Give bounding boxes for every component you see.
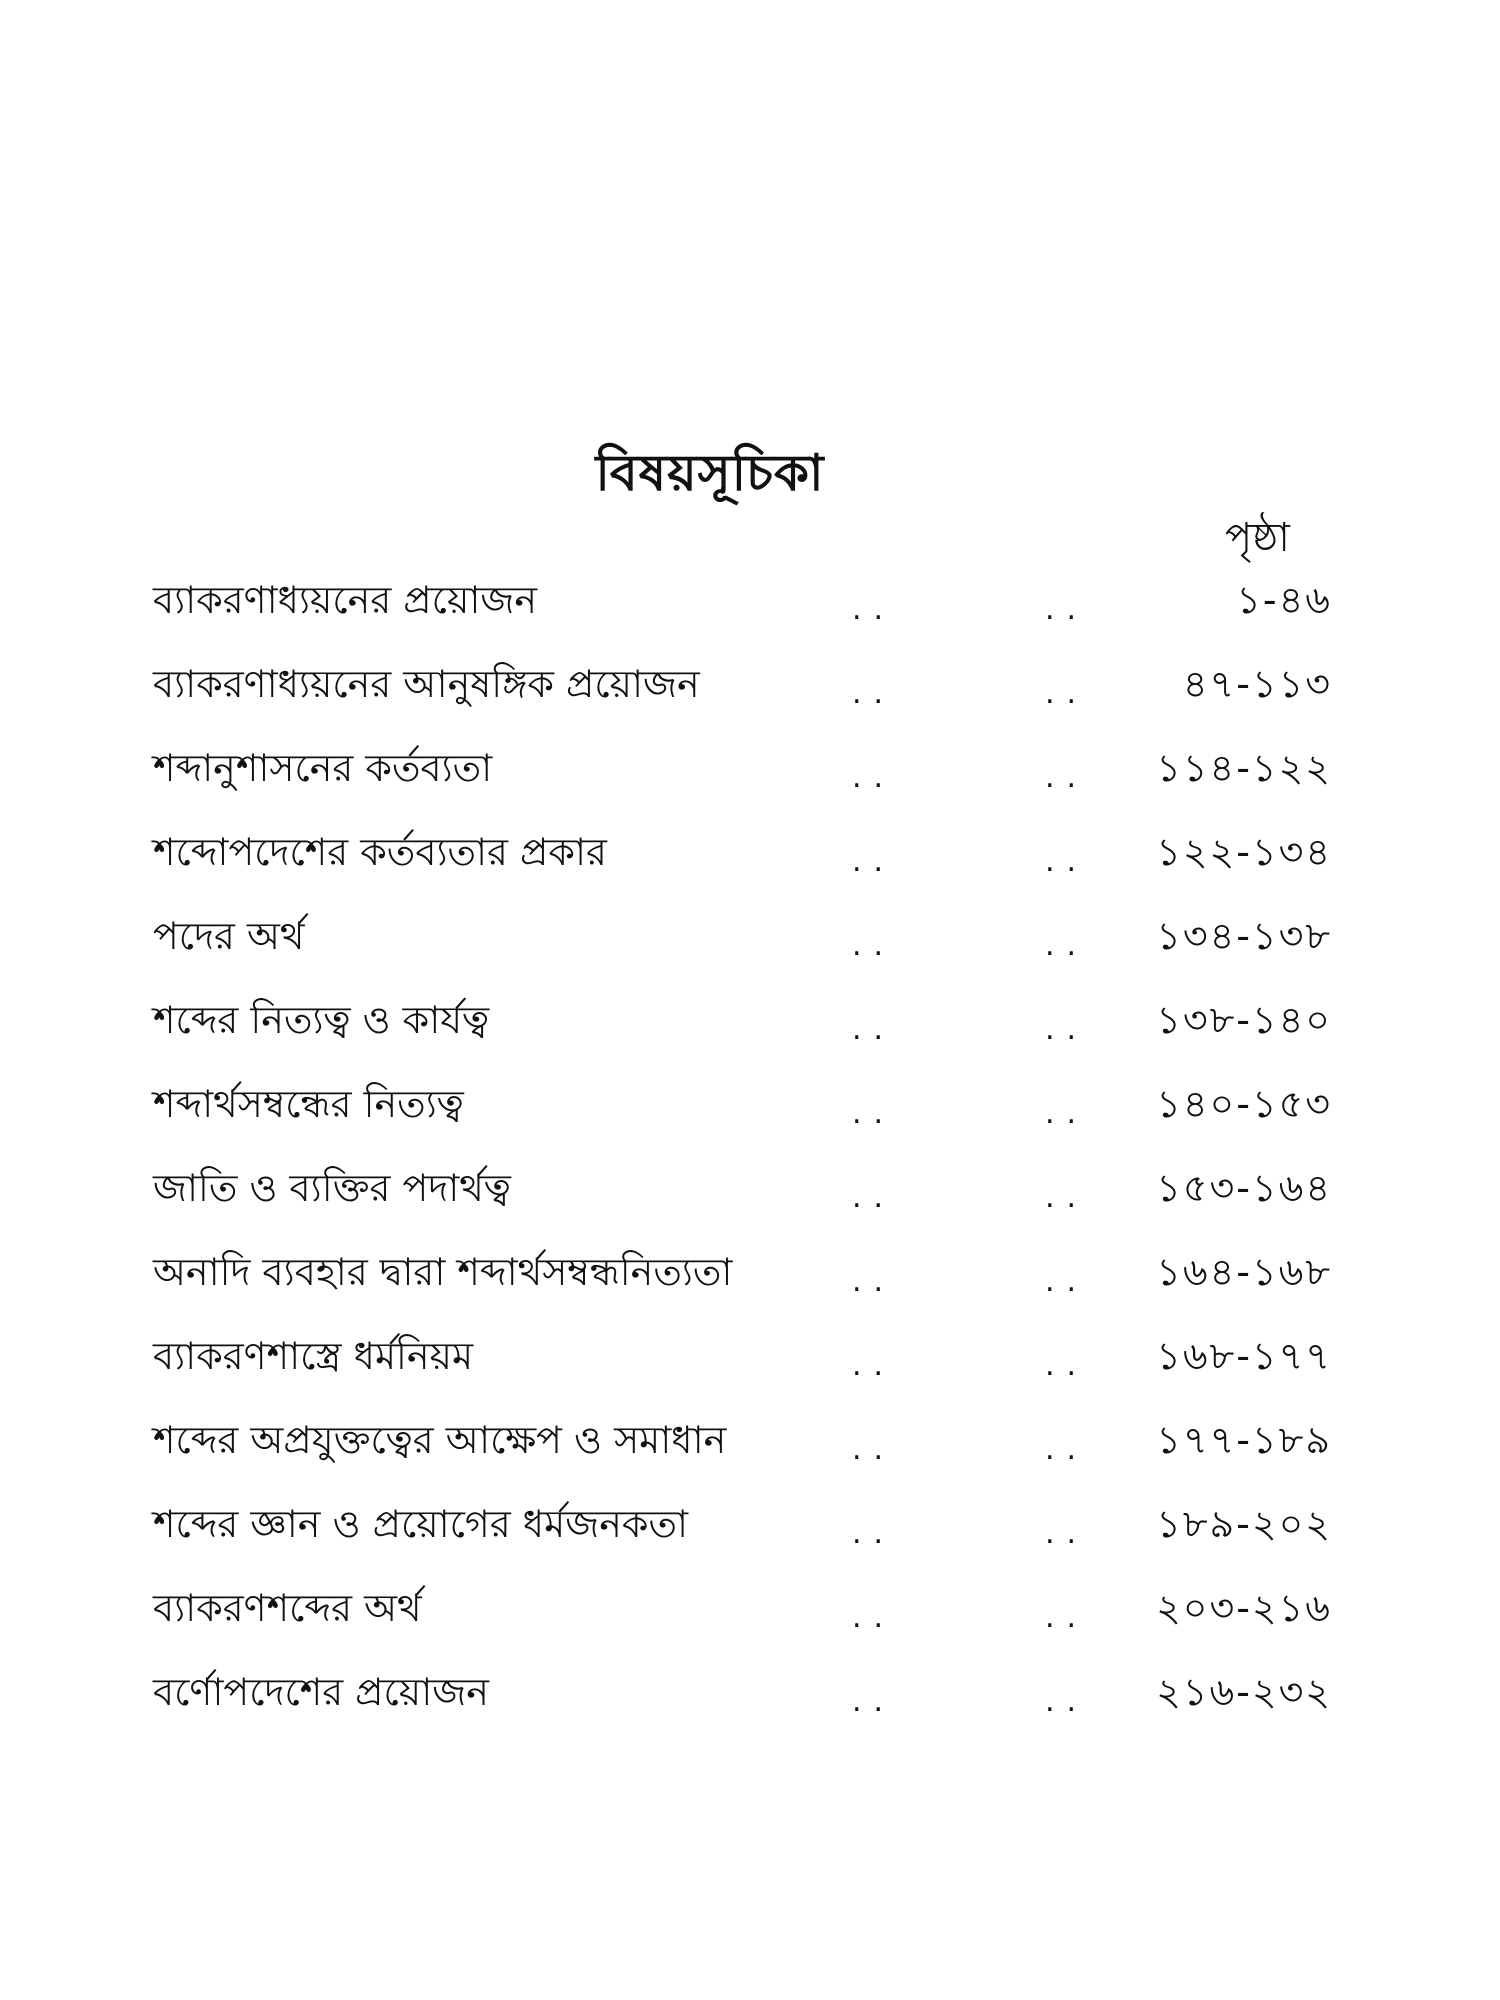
toc-entry-pages: ১-৪৬ [1236, 578, 1332, 622]
toc-entry-pages: ১২২-১৩৪ [1156, 830, 1332, 874]
dot-leader: .. [852, 1516, 896, 1551]
dot-leader: .. [1045, 1264, 1089, 1299]
dot-leader: .. [1045, 1012, 1089, 1047]
toc-row [0, 1160, 1500, 1244]
dot-leader: .. [852, 592, 896, 627]
dot-leader: .. [852, 1264, 896, 1299]
page-title-text: বিষয়সূচিকা [595, 444, 825, 502]
toc-row [0, 740, 1500, 824]
toc-entry-pages: ১৩৪-১৩৮ [1156, 914, 1332, 958]
dot-leader: .. [852, 844, 896, 879]
toc-row [0, 1580, 1500, 1664]
dot-leader: .. [1045, 1516, 1089, 1551]
toc-entry-pages: ১৬৪-১৬৮ [1156, 1250, 1332, 1294]
table-of-contents [0, 572, 1500, 1748]
toc-entry-title: শব্দার্থসম্বন্ধের নিত্যত্ব [153, 1082, 464, 1126]
dot-leader: .. [852, 1012, 896, 1047]
dot-leader: .. [852, 1684, 896, 1719]
toc-entry-title: জাতি ও ব্যক্তির পদার্থত্ব [153, 1166, 511, 1210]
toc-entry-pages: ৪৭-১১৩ [1182, 662, 1332, 706]
toc-entry-title: পদের অর্থ [153, 914, 305, 958]
toc-row [0, 1664, 1500, 1748]
toc-entry-title: শব্দানুশাসনের কর্তব্যতা [153, 746, 493, 790]
toc-entry-pages: ২০৩-২১৬ [1156, 1586, 1332, 1630]
toc-entry-title: শব্দের জ্ঞান ও প্রয়োগের ধর্মজনকতা [153, 1502, 689, 1546]
toc-row [0, 1412, 1500, 1496]
toc-entry-title: শব্দের নিত্যত্ব ও কার্যত্ব [153, 998, 490, 1042]
toc-entry-pages: ১৭৭-১৮৯ [1156, 1418, 1332, 1462]
dot-leader: .. [1045, 928, 1089, 963]
toc-entry-pages: ১৩৮-১৪০ [1156, 998, 1332, 1042]
dot-leader: .. [1045, 1432, 1089, 1467]
page-column-header: পৃষ্ঠা [1225, 515, 1290, 561]
toc-row [0, 656, 1500, 740]
toc-entry-title: ব্যাকরণাধ্যয়নের প্রয়োজন [153, 578, 538, 622]
toc-row [0, 1328, 1500, 1412]
toc-entry-title: শব্দের অপ্রযুক্তত্বের আক্ষেপ ও সমাধান [153, 1418, 727, 1462]
toc-row [0, 824, 1500, 908]
dot-leader: .. [852, 760, 896, 795]
toc-row [0, 1244, 1500, 1328]
dot-leader: .. [1045, 760, 1089, 795]
toc-entry-title: ব্যাকরণাধ্যয়নের আনুষঙ্গিক প্রয়োজন [153, 662, 700, 706]
toc-entry-pages: ১৬৮-১৭৭ [1156, 1334, 1332, 1378]
dot-leader: .. [852, 1432, 896, 1467]
dot-leader: .. [852, 1600, 896, 1635]
toc-entry-pages: ১১৪-১২২ [1156, 746, 1332, 790]
toc-entry-title: ব্যাকরণশাস্ত্রে ধর্মনিয়ম [153, 1334, 474, 1378]
toc-row [0, 572, 1500, 656]
toc-entry-pages: ২১৬-২৩২ [1156, 1670, 1332, 1714]
dot-leader: .. [852, 1180, 896, 1215]
toc-row [0, 1496, 1500, 1580]
toc-entry-title: শব্দোপদেশের কর্তব্যতার প্রকার [153, 830, 607, 874]
dot-leader: .. [1045, 676, 1089, 711]
dot-leader: .. [1045, 1096, 1089, 1131]
toc-entry-pages: ১৪০-১৫৩ [1156, 1082, 1332, 1126]
dot-leader: .. [1045, 1348, 1089, 1383]
dot-leader: .. [852, 1348, 896, 1383]
dot-leader: .. [852, 928, 896, 963]
toc-row [0, 1076, 1500, 1160]
dot-leader: .. [1045, 1600, 1089, 1635]
dot-leader: .. [1045, 844, 1089, 879]
toc-row [0, 992, 1500, 1076]
dot-leader: .. [1045, 1684, 1089, 1719]
toc-entry-title: অনাদি ব্যবহার দ্বারা শব্দার্থসম্বন্ধনিত্যতা [153, 1250, 733, 1294]
dot-leader: .. [1045, 1180, 1089, 1215]
toc-entry-pages: ১৮৯-২০২ [1156, 1502, 1332, 1546]
toc-entry-title: বর্ণোপদেশের প্রয়োজন [153, 1670, 489, 1714]
dot-leader: .. [852, 676, 896, 711]
toc-entry-pages: ১৫৩-১৬৪ [1156, 1166, 1332, 1210]
toc-row [0, 908, 1500, 992]
dot-leader: .. [852, 1096, 896, 1131]
toc-entry-title: ব্যাকরণশব্দের অর্থ [153, 1586, 422, 1630]
dot-leader: .. [1045, 592, 1089, 627]
